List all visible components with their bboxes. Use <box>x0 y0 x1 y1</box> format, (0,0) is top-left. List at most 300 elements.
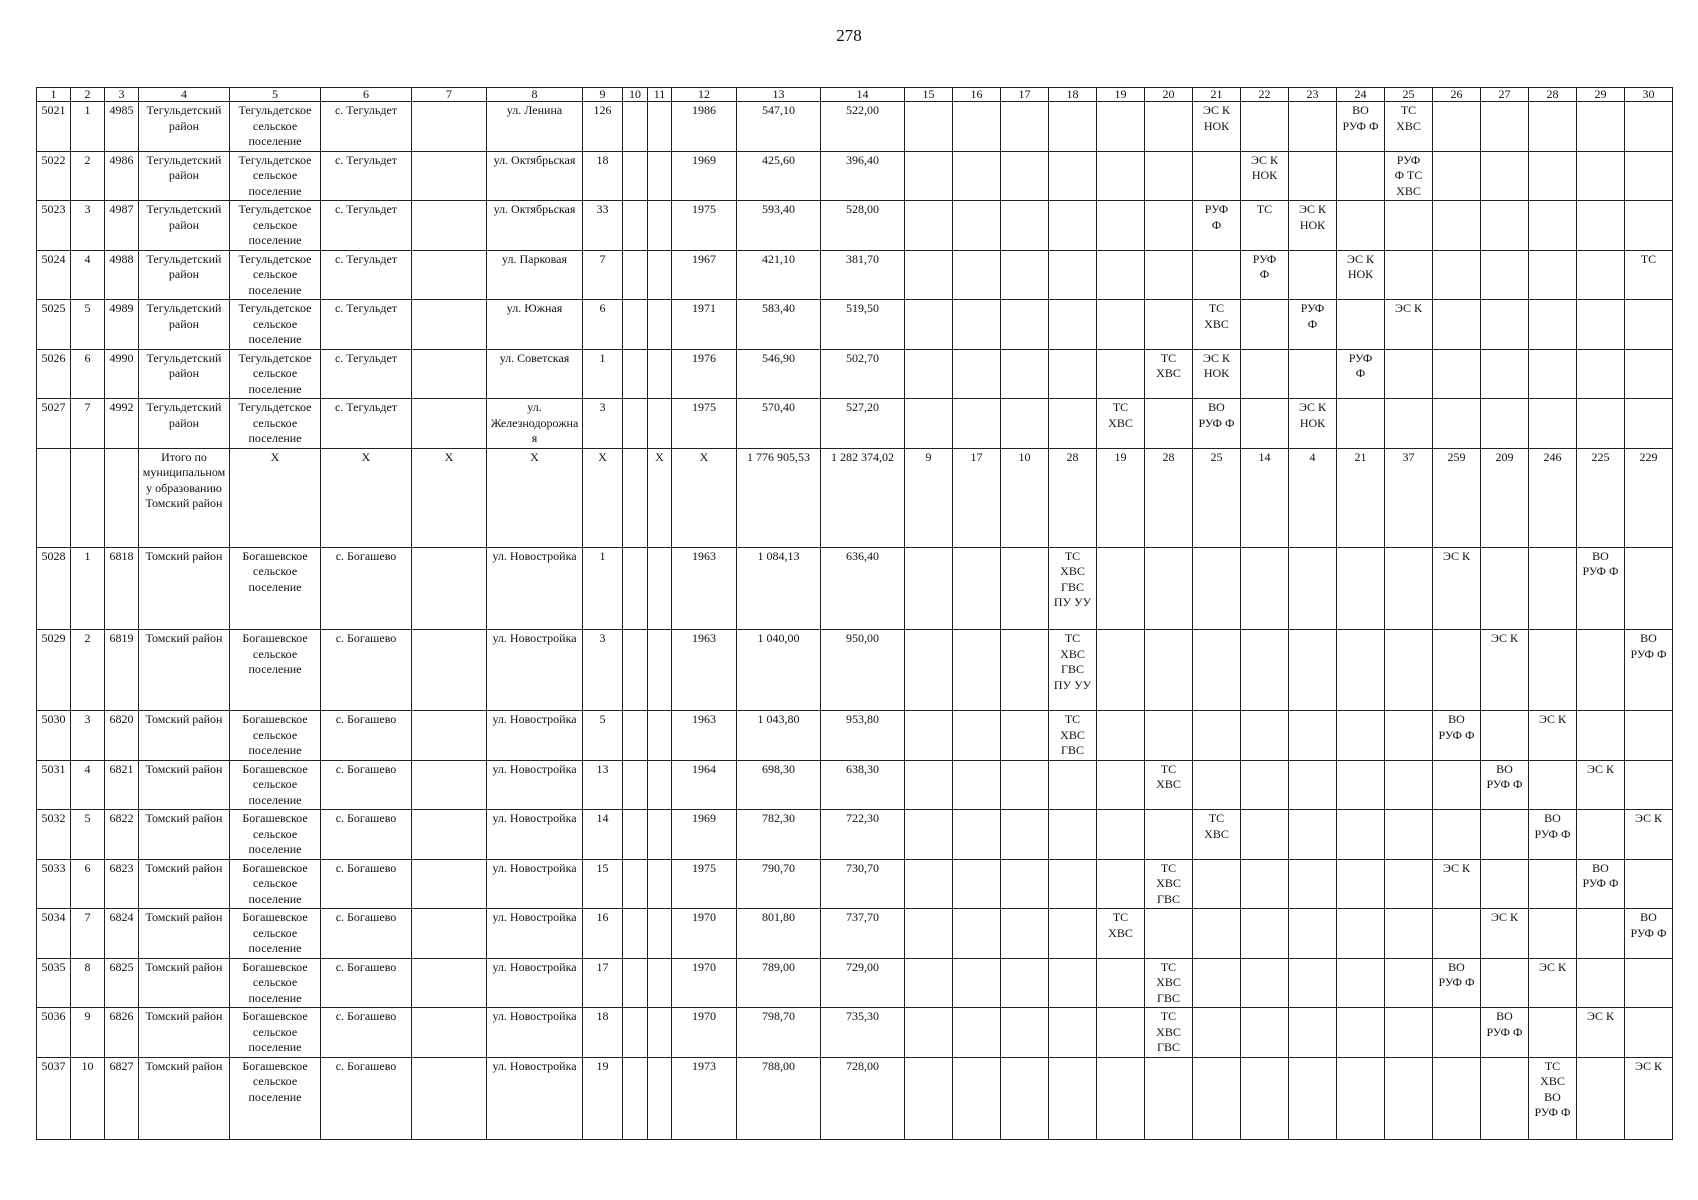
cell-col-18 <box>1049 201 1097 251</box>
cell-col-8: ул. Новостройка <box>487 630 583 711</box>
column-number-header: 12 <box>672 88 737 102</box>
cell-col-25: ТС ХВС <box>1385 102 1433 152</box>
cell-col-12: 1970 <box>672 958 737 1008</box>
cell-col-21 <box>1193 1057 1241 1139</box>
cell-col-25 <box>1385 630 1433 711</box>
cell-col-1: 5035 <box>37 958 71 1008</box>
cell-col-21 <box>1193 250 1241 300</box>
cell-col-14: 519,50 <box>821 300 905 350</box>
cell-col-26 <box>1433 201 1481 251</box>
cell-col-26 <box>1433 630 1481 711</box>
cell-col-24 <box>1337 547 1385 630</box>
cell-col-29 <box>1577 630 1625 711</box>
cell-col-20 <box>1145 399 1193 449</box>
cell-col-30: ВО РУФ Ф <box>1625 630 1673 711</box>
cell-col-9: 126 <box>583 102 623 152</box>
cell-col-19 <box>1097 151 1145 201</box>
cell-col-6: с. Богашево <box>321 1008 412 1058</box>
cell-col-2 <box>71 448 105 547</box>
cell-col-20 <box>1145 909 1193 959</box>
cell-col-28 <box>1529 201 1577 251</box>
column-number-header: 9 <box>583 88 623 102</box>
cell-col-4: Томский район <box>139 630 230 711</box>
cell-col-15 <box>905 349 953 399</box>
cell-col-30: ТС <box>1625 250 1673 300</box>
cell-col-12: 1975 <box>672 201 737 251</box>
cell-col-4: Томский район <box>139 711 230 761</box>
cell-col-3: 6821 <box>105 760 139 810</box>
cell-col-5: Богашевское сельское поселение <box>230 1057 321 1139</box>
cell-col-15 <box>905 300 953 350</box>
cell-col-26 <box>1433 810 1481 860</box>
cell-col-21 <box>1193 1008 1241 1058</box>
cell-col-19 <box>1097 1057 1145 1139</box>
cell-col-26 <box>1433 760 1481 810</box>
cell-col-13: 1 040,00 <box>737 630 821 711</box>
cell-col-27 <box>1481 102 1529 152</box>
cell-col-29 <box>1577 151 1625 201</box>
column-number-header: 22 <box>1241 88 1289 102</box>
cell-col-30 <box>1625 711 1673 761</box>
cell-col-8: ул. Новостройка <box>487 859 583 909</box>
cell-col-22 <box>1241 958 1289 1008</box>
cell-col-30 <box>1625 399 1673 449</box>
cell-col-28 <box>1529 859 1577 909</box>
cell-col-25 <box>1385 399 1433 449</box>
cell-col-3: 6826 <box>105 1008 139 1058</box>
cell-col-30 <box>1625 349 1673 399</box>
cell-col-11 <box>648 711 672 761</box>
cell-col-2: 4 <box>71 250 105 300</box>
cell-col-29 <box>1577 250 1625 300</box>
cell-col-14: 737,70 <box>821 909 905 959</box>
cell-col-28: ЭС К <box>1529 958 1577 1008</box>
cell-col-23 <box>1289 711 1337 761</box>
cell-col-23 <box>1289 630 1337 711</box>
table-row <box>37 151 1673 201</box>
cell-col-4: Итого по муниципальному образованию Томский район <box>139 448 230 547</box>
cell-col-20 <box>1145 711 1193 761</box>
cell-col-3: 6819 <box>105 630 139 711</box>
cell-col-3: 4987 <box>105 201 139 251</box>
cell-col-20 <box>1145 102 1193 152</box>
cell-col-26 <box>1433 102 1481 152</box>
cell-col-2: 4 <box>71 760 105 810</box>
cell-col-13: 1 084,13 <box>737 547 821 630</box>
cell-col-5: Богашевское сельское поселение <box>230 958 321 1008</box>
cell-col-18: 28 <box>1049 448 1097 547</box>
cell-col-25 <box>1385 349 1433 399</box>
cell-col-13: 593,40 <box>737 201 821 251</box>
cell-col-15 <box>905 810 953 860</box>
cell-col-15: 9 <box>905 448 953 547</box>
cell-col-15 <box>905 711 953 761</box>
cell-col-4: Тегульдетский район <box>139 201 230 251</box>
cell-col-11 <box>648 810 672 860</box>
cell-col-12: 1976 <box>672 349 737 399</box>
cell-col-28: ВО РУФ Ф <box>1529 810 1577 860</box>
cell-col-20 <box>1145 201 1193 251</box>
cell-col-6: с. Богашево <box>321 711 412 761</box>
cell-col-22: 14 <box>1241 448 1289 547</box>
cell-col-28 <box>1529 760 1577 810</box>
cell-col-30 <box>1625 300 1673 350</box>
cell-col-20: ТС ХВС <box>1145 349 1193 399</box>
cell-col-14: 722,30 <box>821 810 905 860</box>
column-number-header: 5 <box>230 88 321 102</box>
cell-col-6: с. Богашево <box>321 909 412 959</box>
cell-col-7 <box>412 399 487 449</box>
cell-col-25: 37 <box>1385 448 1433 547</box>
cell-col-23 <box>1289 250 1337 300</box>
cell-col-7 <box>412 630 487 711</box>
cell-col-13: 547,10 <box>737 102 821 152</box>
cell-col-1: 5029 <box>37 630 71 711</box>
cell-col-10 <box>623 760 648 810</box>
cell-col-19 <box>1097 859 1145 909</box>
column-number-header: 18 <box>1049 88 1097 102</box>
cell-col-30 <box>1625 958 1673 1008</box>
cell-col-21: ТС ХВС <box>1193 300 1241 350</box>
cell-col-13: 546,90 <box>737 349 821 399</box>
cell-col-17 <box>1001 909 1049 959</box>
cell-col-12: 1969 <box>672 810 737 860</box>
column-number-header: 13 <box>737 88 821 102</box>
column-number-header: 25 <box>1385 88 1433 102</box>
cell-col-4: Тегульдетский район <box>139 102 230 152</box>
cell-col-17: 10 <box>1001 448 1049 547</box>
cell-col-7 <box>412 958 487 1008</box>
cell-col-25 <box>1385 760 1433 810</box>
cell-col-30: ЭС К <box>1625 810 1673 860</box>
cell-col-9: 15 <box>583 859 623 909</box>
register-table <box>36 87 1673 1140</box>
cell-col-13: 790,70 <box>737 859 821 909</box>
cell-col-24 <box>1337 630 1385 711</box>
cell-col-30 <box>1625 547 1673 630</box>
cell-col-13: 782,30 <box>737 810 821 860</box>
cell-col-4: Томский район <box>139 859 230 909</box>
cell-col-14: 735,30 <box>821 1008 905 1058</box>
cell-col-6: с. Тегульдет <box>321 151 412 201</box>
cell-col-28 <box>1529 909 1577 959</box>
cell-col-1: 5027 <box>37 399 71 449</box>
cell-col-14: 728,00 <box>821 1057 905 1139</box>
cell-col-13: 798,70 <box>737 1008 821 1058</box>
cell-col-16 <box>953 711 1001 761</box>
cell-col-12: 1971 <box>672 300 737 350</box>
cell-col-3: 4986 <box>105 151 139 201</box>
cell-col-13: 421,10 <box>737 250 821 300</box>
cell-col-5: Богашевское сельское поселение <box>230 859 321 909</box>
column-number-header: 19 <box>1097 88 1145 102</box>
cell-col-16 <box>953 300 1001 350</box>
cell-col-4: Томский район <box>139 760 230 810</box>
column-number-header: 11 <box>648 88 672 102</box>
cell-col-14: 730,70 <box>821 859 905 909</box>
cell-col-14: 396,40 <box>821 151 905 201</box>
cell-col-21: ЭС К НОК <box>1193 349 1241 399</box>
cell-col-15 <box>905 958 953 1008</box>
cell-col-1: 5033 <box>37 859 71 909</box>
cell-col-17 <box>1001 1008 1049 1058</box>
cell-col-18 <box>1049 102 1097 152</box>
cell-col-23 <box>1289 102 1337 152</box>
cell-col-2: 1 <box>71 102 105 152</box>
cell-col-29 <box>1577 399 1625 449</box>
table-row <box>37 909 1673 959</box>
cell-col-17 <box>1001 349 1049 399</box>
cell-col-3: 6827 <box>105 1057 139 1139</box>
column-number-header: 29 <box>1577 88 1625 102</box>
cell-col-11 <box>648 250 672 300</box>
cell-col-11 <box>648 909 672 959</box>
cell-col-4: Тегульдетский район <box>139 349 230 399</box>
cell-col-20 <box>1145 300 1193 350</box>
cell-col-13: 801,80 <box>737 909 821 959</box>
table-row <box>37 760 1673 810</box>
cell-col-10 <box>623 201 648 251</box>
cell-col-22: РУФ Ф <box>1241 250 1289 300</box>
cell-col-26 <box>1433 1008 1481 1058</box>
cell-col-22: ЭС К НОК <box>1241 151 1289 201</box>
cell-col-3: 4989 <box>105 300 139 350</box>
cell-col-6: с. Тегульдет <box>321 250 412 300</box>
cell-col-12: 1963 <box>672 630 737 711</box>
cell-col-1: 5036 <box>37 1008 71 1058</box>
cell-col-2: 3 <box>71 711 105 761</box>
cell-col-6: с. Тегульдет <box>321 399 412 449</box>
cell-col-11 <box>648 1008 672 1058</box>
cell-col-29: ЭС К <box>1577 1008 1625 1058</box>
cell-col-26: ВО РУФ Ф <box>1433 958 1481 1008</box>
cell-col-21 <box>1193 909 1241 959</box>
table-body <box>37 102 1673 1140</box>
cell-col-14: 381,70 <box>821 250 905 300</box>
cell-col-9: 14 <box>583 810 623 860</box>
cell-col-19 <box>1097 630 1145 711</box>
cell-col-10 <box>623 151 648 201</box>
cell-col-17 <box>1001 711 1049 761</box>
cell-col-18 <box>1049 958 1097 1008</box>
cell-col-9: 16 <box>583 909 623 959</box>
cell-col-4: Томский район <box>139 958 230 1008</box>
cell-col-27 <box>1481 711 1529 761</box>
cell-col-5: Богашевское сельское поселение <box>230 1008 321 1058</box>
table-row <box>37 958 1673 1008</box>
cell-col-24: РУФ Ф <box>1337 349 1385 399</box>
cell-col-25 <box>1385 810 1433 860</box>
cell-col-23 <box>1289 151 1337 201</box>
cell-col-12: 1970 <box>672 1008 737 1058</box>
cell-col-26 <box>1433 300 1481 350</box>
cell-col-27: ВО РУФ Ф <box>1481 1008 1529 1058</box>
cell-col-12: 1964 <box>672 760 737 810</box>
cell-col-23: ЭС К НОК <box>1289 399 1337 449</box>
cell-col-10 <box>623 909 648 959</box>
cell-col-5: Тегульдетское сельское поселение <box>230 201 321 251</box>
cell-col-18 <box>1049 399 1097 449</box>
table-row <box>37 102 1673 152</box>
cell-col-18 <box>1049 300 1097 350</box>
cell-col-11: Х <box>648 448 672 547</box>
cell-col-10 <box>623 547 648 630</box>
cell-col-24 <box>1337 201 1385 251</box>
cell-col-29: ВО РУФ Ф <box>1577 859 1625 909</box>
cell-col-23 <box>1289 909 1337 959</box>
cell-col-13: 425,60 <box>737 151 821 201</box>
cell-col-4: Томский район <box>139 1008 230 1058</box>
cell-col-23: РУФ Ф <box>1289 300 1337 350</box>
cell-col-7 <box>412 151 487 201</box>
cell-col-24 <box>1337 399 1385 449</box>
column-number-header: 14 <box>821 88 905 102</box>
cell-col-19 <box>1097 250 1145 300</box>
cell-col-21 <box>1193 760 1241 810</box>
cell-col-16 <box>953 859 1001 909</box>
cell-col-25 <box>1385 859 1433 909</box>
cell-col-10 <box>623 810 648 860</box>
table-row <box>37 1008 1673 1058</box>
cell-col-16 <box>953 760 1001 810</box>
cell-col-1: 5022 <box>37 151 71 201</box>
cell-col-16 <box>953 151 1001 201</box>
cell-col-5: Богашевское сельское поселение <box>230 909 321 959</box>
cell-col-6: с. Богашево <box>321 1057 412 1139</box>
cell-col-15 <box>905 250 953 300</box>
cell-col-5: Тегульдетское сельское поселение <box>230 349 321 399</box>
cell-col-25 <box>1385 711 1433 761</box>
cell-col-2: 2 <box>71 151 105 201</box>
column-number-header: 17 <box>1001 88 1049 102</box>
cell-col-5: Богашевское сельское поселение <box>230 630 321 711</box>
cell-col-5: Богашевское сельское поселение <box>230 760 321 810</box>
cell-col-8: ул. Новостройка <box>487 711 583 761</box>
cell-col-29: 225 <box>1577 448 1625 547</box>
cell-col-3: 6825 <box>105 958 139 1008</box>
cell-col-9: 3 <box>583 399 623 449</box>
cell-col-2: 5 <box>71 810 105 860</box>
cell-col-11 <box>648 399 672 449</box>
cell-col-17 <box>1001 300 1049 350</box>
cell-col-16 <box>953 958 1001 1008</box>
cell-col-13: 788,00 <box>737 1057 821 1139</box>
cell-col-3: 6822 <box>105 810 139 860</box>
cell-col-21: 25 <box>1193 448 1241 547</box>
cell-col-15 <box>905 1008 953 1058</box>
cell-col-22 <box>1241 399 1289 449</box>
cell-col-28: ТС ХВС ВО РУФ Ф <box>1529 1057 1577 1139</box>
cell-col-3 <box>105 448 139 547</box>
cell-col-21 <box>1193 547 1241 630</box>
cell-col-2: 2 <box>71 630 105 711</box>
cell-col-24 <box>1337 859 1385 909</box>
cell-col-9: 6 <box>583 300 623 350</box>
cell-col-2: 7 <box>71 909 105 959</box>
column-number-header: 7 <box>412 88 487 102</box>
cell-col-23 <box>1289 859 1337 909</box>
cell-col-8: ул. Южная <box>487 300 583 350</box>
cell-col-24 <box>1337 958 1385 1008</box>
cell-col-12: Х <box>672 448 737 547</box>
cell-col-16 <box>953 1008 1001 1058</box>
cell-col-9: 1 <box>583 547 623 630</box>
cell-col-26 <box>1433 349 1481 399</box>
cell-col-26 <box>1433 250 1481 300</box>
cell-col-16 <box>953 250 1001 300</box>
cell-col-27 <box>1481 547 1529 630</box>
cell-col-7 <box>412 250 487 300</box>
column-number-header: 3 <box>105 88 139 102</box>
cell-col-6: Х <box>321 448 412 547</box>
cell-col-15 <box>905 151 953 201</box>
cell-col-19 <box>1097 102 1145 152</box>
cell-col-20 <box>1145 1057 1193 1139</box>
cell-col-27: 209 <box>1481 448 1529 547</box>
cell-col-16 <box>953 810 1001 860</box>
cell-col-7 <box>412 859 487 909</box>
cell-col-30 <box>1625 151 1673 201</box>
cell-col-27 <box>1481 300 1529 350</box>
cell-col-2: 9 <box>71 1008 105 1058</box>
cell-col-22: ТС <box>1241 201 1289 251</box>
cell-col-7 <box>412 1057 487 1139</box>
cell-col-28 <box>1529 349 1577 399</box>
table-row <box>37 859 1673 909</box>
cell-col-20 <box>1145 250 1193 300</box>
cell-col-2: 6 <box>71 859 105 909</box>
cell-col-18 <box>1049 1008 1097 1058</box>
cell-col-7 <box>412 547 487 630</box>
cell-col-4: Тегульдетский район <box>139 300 230 350</box>
cell-col-30 <box>1625 201 1673 251</box>
cell-col-16 <box>953 630 1001 711</box>
cell-col-6: с. Тегульдет <box>321 201 412 251</box>
cell-col-29 <box>1577 349 1625 399</box>
cell-col-13: 570,40 <box>737 399 821 449</box>
cell-col-14: 522,00 <box>821 102 905 152</box>
cell-col-16 <box>953 201 1001 251</box>
cell-col-26 <box>1433 1057 1481 1139</box>
cell-col-16 <box>953 1057 1001 1139</box>
cell-col-8: ул. Новостройка <box>487 810 583 860</box>
cell-col-15 <box>905 201 953 251</box>
column-number-header: 28 <box>1529 88 1577 102</box>
cell-col-29 <box>1577 1057 1625 1139</box>
cell-col-18: ТС ХВС ГВС ПУ УУ <box>1049 547 1097 630</box>
cell-col-22 <box>1241 909 1289 959</box>
cell-col-29 <box>1577 711 1625 761</box>
cell-col-14: 528,00 <box>821 201 905 251</box>
table-row <box>37 300 1673 350</box>
column-number-row <box>37 88 1673 102</box>
cell-col-1: 5021 <box>37 102 71 152</box>
cell-col-11 <box>648 630 672 711</box>
cell-col-9: 3 <box>583 630 623 711</box>
cell-col-17 <box>1001 958 1049 1008</box>
cell-col-13: 1 043,80 <box>737 711 821 761</box>
total-row <box>37 448 1673 547</box>
cell-col-23 <box>1289 1008 1337 1058</box>
column-number-header: 4 <box>139 88 230 102</box>
cell-col-8: ул. Новостройка <box>487 547 583 630</box>
cell-col-20 <box>1145 810 1193 860</box>
cell-col-19 <box>1097 201 1145 251</box>
cell-col-5: Тегульдетское сельское поселение <box>230 300 321 350</box>
column-number-header: 15 <box>905 88 953 102</box>
cell-col-22 <box>1241 810 1289 860</box>
cell-col-27 <box>1481 250 1529 300</box>
